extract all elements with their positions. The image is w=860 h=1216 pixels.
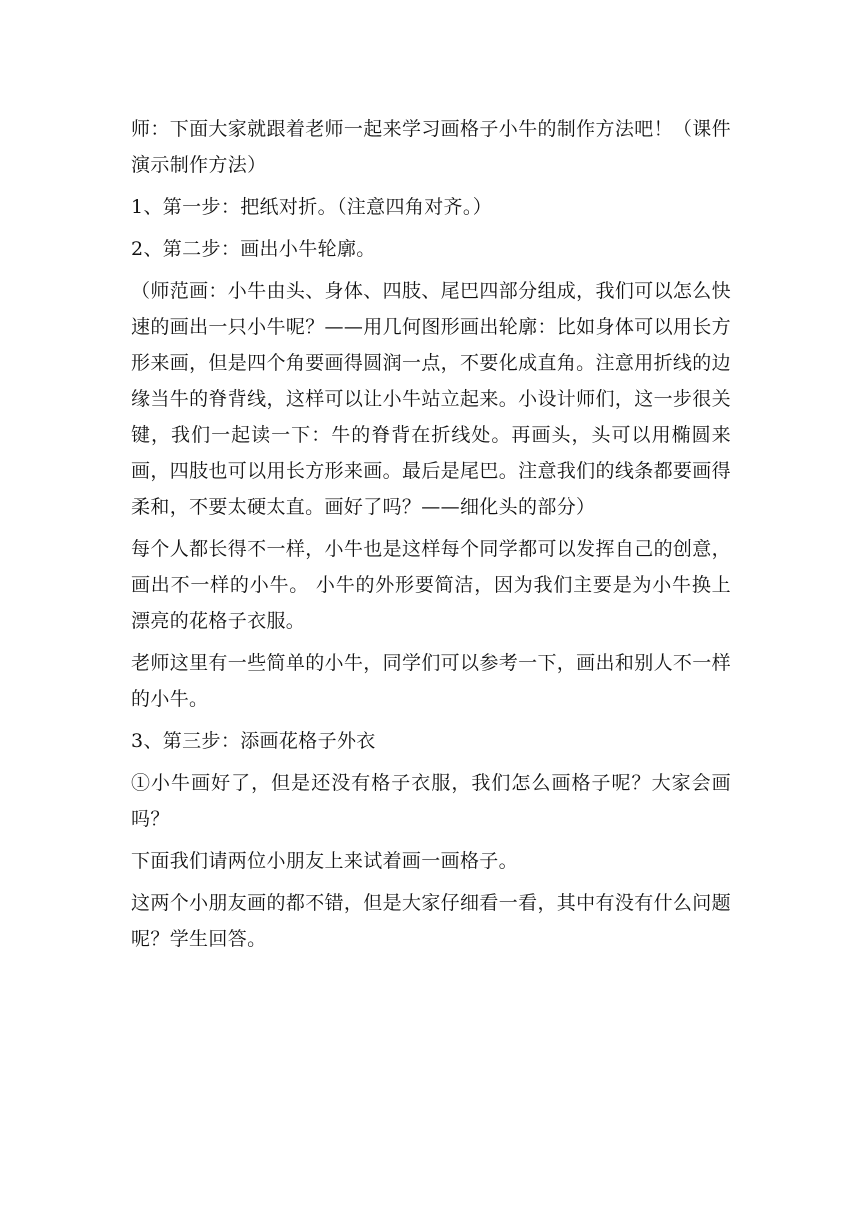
paragraph-creativity: 每个人都长得不一样，小牛也是这样每个同学都可以发挥自己的创意，画出不一样的小牛。 小牛的外形要简洁，因为我们主要是为小牛换上漂亮的花格子衣服。 [131, 538, 731, 632]
paragraph-grid-question: ①小牛画好了，但是还没有格子衣服，我们怎么画格子呢？大家会画吗？ [131, 772, 731, 830]
paragraph-step-two: 2、第二步：画出小牛轮廓。 [131, 238, 376, 260]
paragraph-step-one: 1、第一步：把纸对折。（注意四角对齐。） [131, 196, 493, 218]
paragraph-teacher-demo: （师范画：小牛由头、身体、四肢、尾巴四部分组成，我们可以怎么快速的画出一只小牛呢？——用几何图形画出轮廓：比如身体可以用长方形来画，但是四个角要画得圆润一点，不要化成直角。注意用折线的边缘当牛的脊背线，这样可以让小牛站立起来。小设计师们，这一步很关键，我们一起读一下：牛的脊背在折线处。再画头，头可以用椭圆来画，四肢也可以用长方形来画。最后是尾巴。注意我们的线条都要画得柔和，不要太硬太直。画好了吗？——细化头的部分） [131, 280, 731, 518]
paragraph-discussion: 这两个小朋友画的都不错，但是大家仔细看一看，其中有没有什么问题呢？学生回答。 [131, 892, 731, 950]
paragraph-invite-students: 下面我们请两位小朋友上来试着画一画格子。 [131, 850, 519, 872]
paragraph-teacher-intro: 师：下面大家就跟着老师一起来学习画格子小牛的制作方法吧！（课件演示制作方法） [131, 118, 731, 176]
document-body [131, 111, 731, 963]
paragraph-step-three: 3、第三步：添画花格子外衣 [131, 730, 376, 752]
paragraph-reference: 老师这里有一些简单的小牛，同学们可以参考一下，画出和别人不一样的小牛。 [131, 652, 731, 710]
